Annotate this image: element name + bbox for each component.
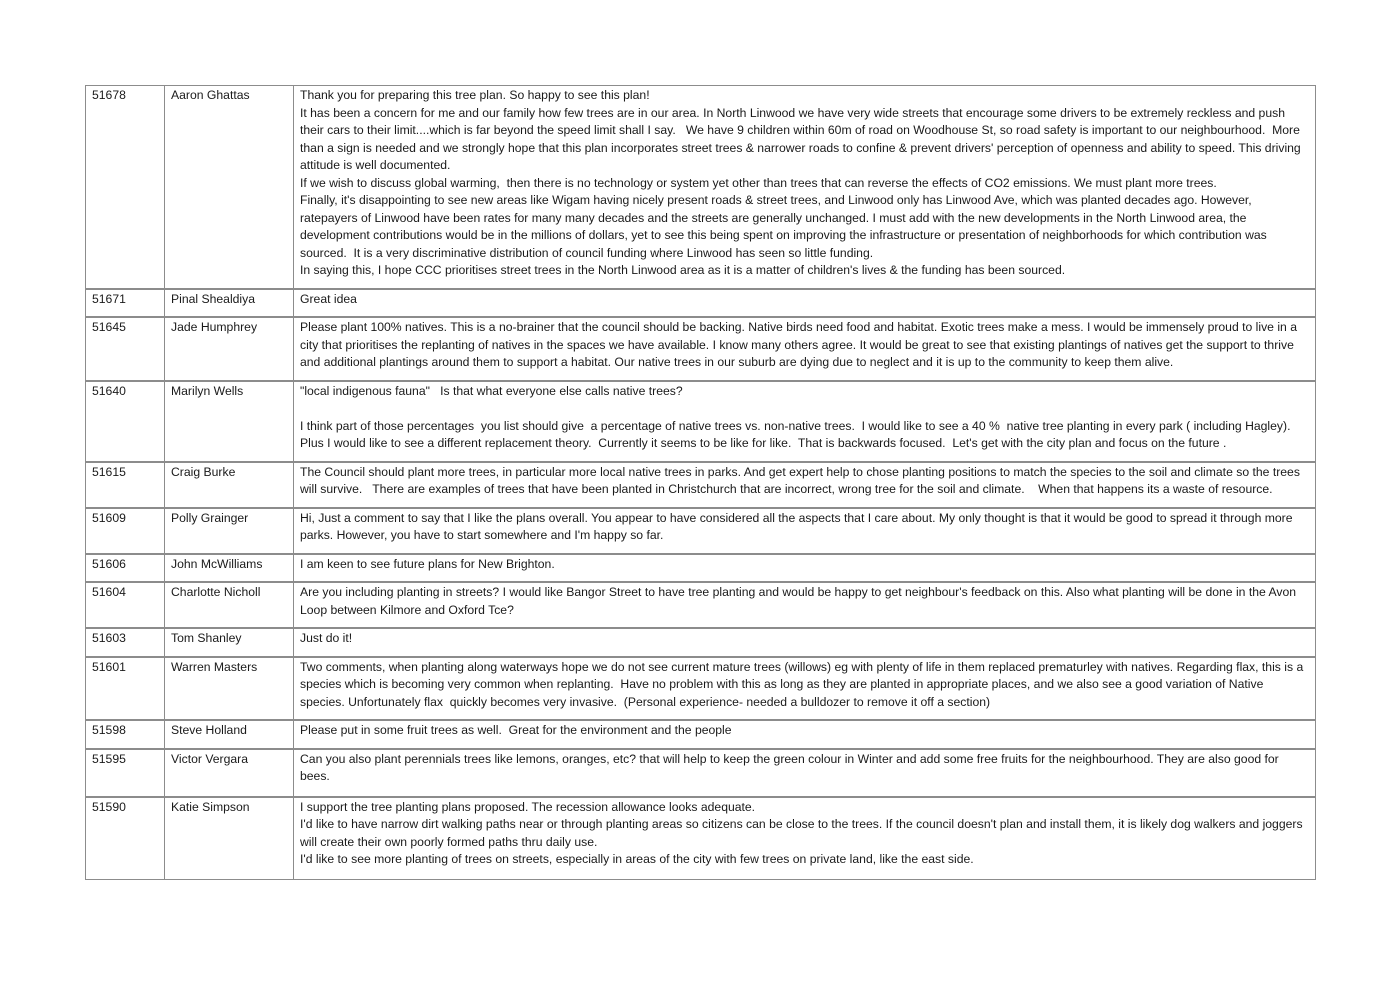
submitter-name: Jade Humphrey — [165, 317, 294, 381]
table-row — [86, 657, 1316, 721]
submission-id: 51595 — [86, 749, 165, 797]
submission-comment — [294, 289, 1316, 318]
comment-paragraph: Thank you for preparing this tree plan. So happy to see this plan! — [300, 88, 650, 102]
comment-paragraph: I think part of those percentages you list should give a percentage of native trees vs. non-native trees. I would like to see a 40 % native tree planting in every park ( including Hagley). Plus I would like to see a different replacement theory. Currently it seems to be like for like. That is backwards focused. Let's get with the city plan and focus on the future . — [300, 418, 1294, 450]
submission-comment — [294, 720, 1316, 749]
submission-id: 51640 — [86, 381, 165, 462]
submission-comment — [294, 508, 1316, 554]
table-row — [86, 749, 1316, 797]
submission-id: 51609 — [86, 508, 165, 554]
submission-id: 51590 — [86, 797, 165, 880]
comment-paragraph: In saying this, I hope CCC prioritises street trees in the North Linwood area as it is a matter of children's lives & the funding has been sourced. — [300, 263, 1066, 277]
submitter-name: Tom Shanley — [165, 628, 294, 657]
comment-paragraph: Please plant 100% natives. This is a no-brainer that the council should be backing. Native birds need food and habitat. Exotic trees make a mess. I would be immensely proud to live in a city that prioritises the replanting of natives in the spaces we have available. I know many others agree. It would be great to see that existing plantings of natives get the support to thrive and additional plantings around them to support a habitat. Our native trees in our suburb are dying due to neglect and it is up to the community to keep them alive. — [300, 320, 1301, 369]
table-row — [86, 381, 1316, 462]
comment-paragraph: Can you also plant perennials trees like lemons, oranges, etc? that will help to keep the green colour in Winter and add some free fruits for the neighbourhood. They are also good for bees. — [300, 751, 1283, 783]
comment-paragraph: Great idea — [300, 291, 357, 306]
comment-paragraph: It has been a concern for me and our family how few trees are in our area. In North Linwood we have very wide streets that encourage some drivers to be extremely reckless and push their cars to their limit....which is far beyond the speed limit shall I say. We have 9 children within 60m of road on Woodhouse St, so road safety is important to our neighbourhood. More than a sign is needed and we strongly hope that this plan incorporates street trees & narrower roads to confine & prevent drivers' perception of openness and ability to speed. This driving attitude is well documented. — [300, 105, 1305, 172]
submission-comment — [294, 749, 1316, 797]
comment-paragraph: The Council should plant more trees, in particular more local native trees in parks. And get expert help to chose planting positions to match the species to the soil and climate so the trees will survive. There are examples of trees that have been planted in Christchurch that are incorrect, wrong tree for the soil and climate. When that happens its a waste of resource. — [300, 464, 1304, 496]
comment-paragraph: I'd like to have narrow dirt walking paths near or through planting areas so citizens can be close to the trees. If the council doesn't plan and install them, it is likely dog walkers and joggers will create their own poorly formed paths thru daily use. — [300, 817, 1306, 849]
submissions-table — [85, 85, 1316, 880]
submitter-name: Charlotte Nicholl — [165, 582, 294, 628]
comment-paragraph: Hi, Just a comment to say that I like the plans overall. You appear to have considered all the aspects that I care about. My only thought is that it would be good to spread it through more parks. However, you have to start somewhere and I'm happy so far. — [300, 510, 1296, 542]
submission-comment — [294, 657, 1316, 721]
submitter-name: Warren Masters — [165, 657, 294, 721]
comment-paragraph: I am keen to see future plans for New Brighton. — [300, 556, 555, 571]
submission-id: 51615 — [86, 462, 165, 508]
table-row — [86, 720, 1316, 749]
table-row — [86, 86, 1316, 289]
comment-paragraph: Two comments, when planting along waterways hope we do not see current mature trees (willows) eg with plenty of life in them replaced prematurley with natives. Regarding flax, this is a species which is becoming very common when replanting. Have no problem with this as long as they are planted in appropriate places, and we also see a good variation of Native species. Unfortunately flax quickly becomes very invasive. (Personal experience- needed a bulldozer to remove it off a section) — [300, 659, 1307, 709]
comment-paragraph: If we wish to discuss global warming, then there is no technology or system yet other than trees that can reverse the effects of CO2 emissions. We must plant more trees. — [300, 175, 1217, 190]
submitter-name: Katie Simpson — [165, 797, 294, 880]
submitter-name: Craig Burke — [165, 462, 294, 508]
submission-comment — [294, 317, 1316, 381]
table-row — [86, 797, 1316, 880]
submitter-name: Victor Vergara — [165, 749, 294, 797]
comment-paragraph: Are you including planting in streets? I would like Bangor Street to have tree planting and would be happy to get neighbour's feedback on this. Also what planting will be done in the Avon Loop between Kilmore and Oxford Tce? — [300, 585, 1300, 617]
submissions-table-body — [86, 86, 1316, 880]
submitter-name: Pinal Shealdiya — [165, 289, 294, 318]
submitter-name: Steve Holland — [165, 720, 294, 749]
submission-comment — [294, 628, 1316, 657]
submission-id: 51601 — [86, 657, 165, 721]
submitter-name: Aaron Ghattas — [165, 86, 294, 289]
submitter-name: Polly Grainger — [165, 508, 294, 554]
comment-paragraph: Please put in some fruit trees as well. Great for the environment and the people — [300, 723, 732, 737]
submission-id: 51598 — [86, 720, 165, 749]
comment-paragraph: I support the tree planting plans proposed. The recession allowance looks adequate. — [300, 799, 756, 814]
submission-id: 51606 — [86, 554, 165, 583]
submission-comment — [294, 554, 1316, 583]
table-row — [86, 289, 1316, 318]
submission-comment — [294, 381, 1316, 462]
submission-id: 51645 — [86, 317, 165, 381]
table-row — [86, 554, 1316, 583]
submission-id: 51671 — [86, 289, 165, 318]
comment-paragraph: Finally, it's disappointing to see new areas like Wigam having nicely present roads & street trees, and Linwood only has Linwood Ave, which was planted decades ago. However, ratepayers of Linwood have been rates for many many decades and the streets are generally unchanged. I must add with the new developments in the North Linwood area, the development contributions would be in the millions of dollars, yet to see this being spent on improving the infrastructure or presentation of neighborhoods for which contribution was sourced. It is a very discriminative distribution of council funding where Linwood has seen so little funding. — [300, 193, 1271, 260]
comment-paragraph: I'd like to see more planting of trees on streets, especially in areas of the city with few trees on private land, like the east side. — [300, 852, 974, 866]
table-row — [86, 317, 1316, 381]
table-row — [86, 582, 1316, 628]
table-row — [86, 508, 1316, 554]
submission-id: 51604 — [86, 582, 165, 628]
submission-comment — [294, 86, 1316, 289]
submission-id: 51603 — [86, 628, 165, 657]
submission-id: 51678 — [86, 86, 165, 289]
comment-paragraph: "local indigenous fauna" Is that what everyone else calls native trees? — [300, 383, 683, 398]
submission-comment — [294, 462, 1316, 508]
table-row — [86, 628, 1316, 657]
submission-comment — [294, 797, 1316, 880]
submitter-name: Marilyn Wells — [165, 381, 294, 462]
submitter-name: John McWilliams — [165, 554, 294, 583]
submission-comment — [294, 582, 1316, 628]
comment-paragraph: Just do it! — [300, 631, 353, 645]
comment-paragraph — [300, 400, 1309, 418]
table-row — [86, 462, 1316, 508]
